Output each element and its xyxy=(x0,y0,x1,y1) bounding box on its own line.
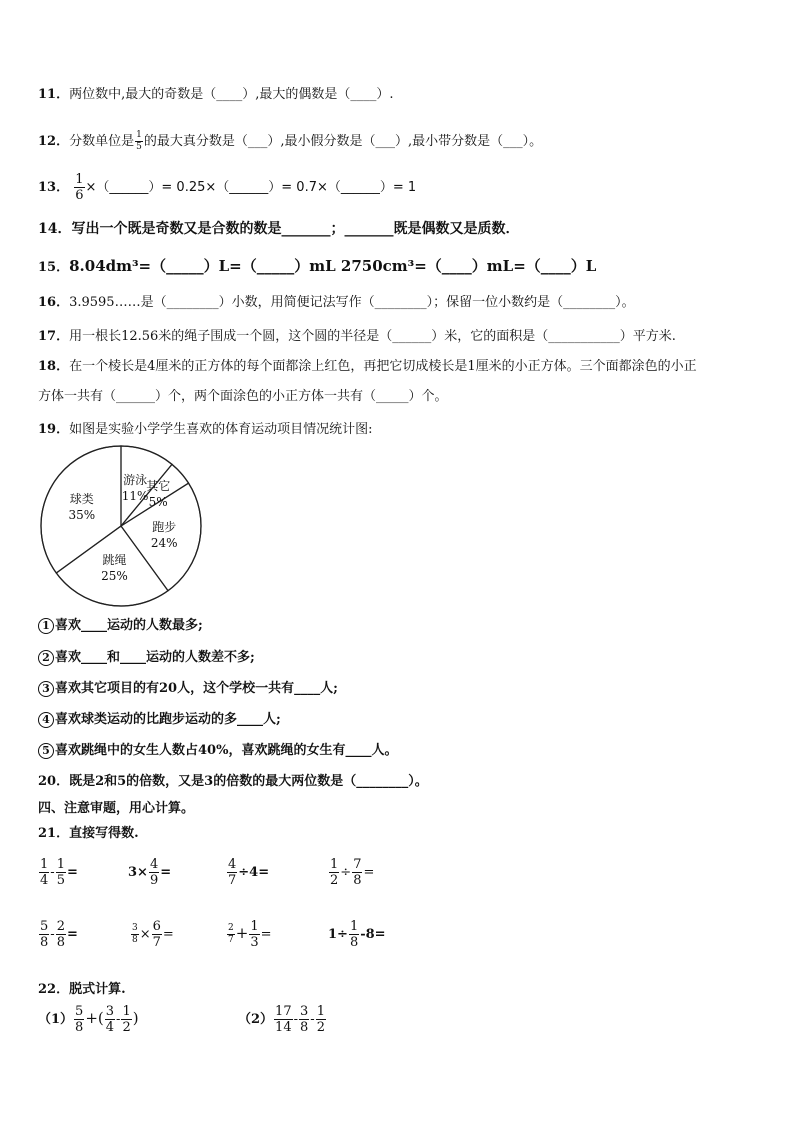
q19-sub-3 xyxy=(38,677,338,697)
question-13 xyxy=(38,173,416,202)
pie-slice-value: 35% xyxy=(68,508,96,523)
question-text: 方体一共有（______）个，两个面涂色的小正方体一共有（_____）个。 xyxy=(38,389,448,404)
question-number: 21． xyxy=(38,826,70,841)
question-text: 既是2和5的倍数，又是3的倍数的最大两位数是（________）。 xyxy=(69,774,428,789)
pie-slice-label: 其它 xyxy=(146,479,171,494)
fraction: $\frac{4}{7}$ xyxy=(228,857,237,888)
calc-item-h xyxy=(328,920,386,949)
circled-number: 3 xyxy=(38,681,54,697)
pie-slice-value: 11% xyxy=(121,488,149,503)
sub-question-text: 喜欢球类运动的比跑步运动的多____人; xyxy=(55,712,281,727)
fraction: $\frac{17}{14}$ xyxy=(275,1004,292,1035)
operator: + xyxy=(235,924,249,942)
circled-number: 2 xyxy=(38,650,54,666)
fraction: $\frac{1}{2}$ xyxy=(330,857,339,888)
fraction: $\frac{4}{9}$ xyxy=(149,857,159,888)
pie-slice-label: 跑步 xyxy=(152,520,177,535)
question-12 xyxy=(38,130,542,152)
question-14 xyxy=(38,218,519,238)
fraction: $\frac{3}{8}$ xyxy=(300,1004,309,1035)
operator: 1÷ xyxy=(328,927,348,942)
question-20 xyxy=(38,770,428,789)
question-text: 在一个棱长是4厘米的正方体的每个面都涂上红色，再把它切成棱长是1厘米的小正方体。三个面都涂色的小正 xyxy=(69,359,697,374)
operator: = xyxy=(260,927,272,942)
q19-sub-5 xyxy=(38,739,397,759)
question-15 xyxy=(38,255,596,276)
fraction: $\frac{1}{2}$ xyxy=(316,1004,325,1035)
question-11 xyxy=(38,83,394,102)
question-text: ×（______）= 0.25×（______）= 0.7×（______）= 1 xyxy=(85,180,417,195)
pie-slice-value: 24% xyxy=(150,536,178,551)
question-text: 写出一个既是奇数又是合数的数是_______；_______既是偶数又是质数． xyxy=(71,221,520,237)
item-label: （2） xyxy=(238,1012,274,1027)
pie-slice-label: 跳绳 xyxy=(102,553,127,568)
calc-item-f xyxy=(130,920,174,949)
q19-sub-1 xyxy=(38,614,203,634)
operator: -8= xyxy=(360,927,386,942)
question-number: 16． xyxy=(38,295,70,310)
question-text: 分数单位是 xyxy=(69,134,135,149)
question-text: 如图是实验小学学生喜欢的体育运动项目情况统计图: xyxy=(69,422,373,437)
question-text: 用一根长12.56米的绳子围成一个圆，这个圆的半径是（______）米，它的面积是（___________）平方米. xyxy=(69,329,676,344)
fraction: $\frac{5}{8}$ xyxy=(75,1004,84,1035)
calc-item-c xyxy=(226,858,269,887)
operator: - xyxy=(50,865,55,880)
calc-item-d xyxy=(328,858,374,887)
calc-item-e xyxy=(38,920,78,949)
question-17 xyxy=(38,325,676,344)
question-number: 19． xyxy=(38,422,70,437)
question-number: 20． xyxy=(38,774,70,789)
expr-item-1 xyxy=(38,1005,139,1034)
pie-slice-label: 球类 xyxy=(69,492,94,507)
operator: - xyxy=(116,1012,121,1027)
question-number: 17． xyxy=(38,329,70,344)
pie-slice-label: 游泳 xyxy=(123,472,148,487)
question-number: 14． xyxy=(38,221,72,237)
q19-sub-4 xyxy=(38,708,281,728)
operator: ÷4= xyxy=(238,865,270,880)
fraction: $\frac{1}{5}$ xyxy=(136,130,142,152)
fraction: $\frac{7}{8}$ xyxy=(353,857,362,888)
expr-item-2 xyxy=(238,1005,327,1034)
question-number: 22． xyxy=(38,982,70,997)
pie-slice-value: 5% xyxy=(148,495,168,510)
fraction: $\frac{2}{7}$ xyxy=(228,923,234,945)
question-18-cont xyxy=(38,385,448,404)
operator: - xyxy=(310,1012,315,1027)
q19-sub-2 xyxy=(38,646,255,666)
question-number: 18． xyxy=(38,359,70,374)
fraction: $\frac{5}{8}$ xyxy=(40,919,49,950)
sub-question-text: 喜欢____和____运动的人数差不多; xyxy=(55,650,255,665)
operator: = xyxy=(66,865,78,880)
operator: ) xyxy=(132,1009,139,1027)
circled-number: 4 xyxy=(38,712,54,728)
question-number: 13． xyxy=(38,180,70,195)
question-16 xyxy=(38,291,635,310)
question-text: 3.9595……是（________）小数，用简便记法写作（________）；保留一位小数约是（________）。 xyxy=(69,295,635,310)
fraction: $\frac{1}{2}$ xyxy=(122,1004,131,1035)
fraction: $\frac{1}{5}$ xyxy=(56,857,65,888)
operator: = xyxy=(162,927,174,942)
operator: = xyxy=(66,927,78,942)
operator: +( xyxy=(85,1009,104,1027)
operator: = xyxy=(160,865,172,880)
question-text: 脱式计算. xyxy=(69,982,126,997)
question-number: 11． xyxy=(38,87,70,102)
sub-question-text: 喜欢跳绳中的女生人数占40%，喜欢跳绳的女生有____人。 xyxy=(55,743,398,758)
fraction: $\frac{6}{7}$ xyxy=(152,919,161,950)
circled-number: 5 xyxy=(38,743,54,759)
operator: - xyxy=(293,1012,298,1027)
question-text: 两位数中,最大的奇数是（____）,最大的偶数是（____）. xyxy=(69,87,394,102)
question-22 xyxy=(38,978,126,997)
question-number: 12． xyxy=(38,134,70,149)
question-18 xyxy=(38,355,697,374)
question-19 xyxy=(38,418,372,437)
calc-item-a xyxy=(38,858,78,887)
fraction: $\frac{1}{8}$ xyxy=(349,919,359,950)
calc-item-b xyxy=(128,858,171,887)
question-text: 直接写得数. xyxy=(69,826,139,841)
circled-number: 1 xyxy=(38,618,54,634)
fraction: $\frac{3}{4}$ xyxy=(105,1004,115,1035)
calc-item-g xyxy=(226,920,272,949)
item-label: （1） xyxy=(38,1012,74,1027)
operator: = xyxy=(363,865,375,880)
fraction: $\frac{1}{3}$ xyxy=(250,919,259,950)
pie-slice-value: 25% xyxy=(101,569,128,584)
fraction: $\frac{2}{8}$ xyxy=(56,919,65,950)
fraction: $\frac{1}{4}$ xyxy=(40,857,49,888)
section-heading: 四、注意审题，用心计算。 xyxy=(38,801,195,816)
sub-question-text: 喜欢____运动的人数最多; xyxy=(55,618,203,633)
question-text: 8.04dm³=（_____）L=（_____）mL 2750cm³=（____）mL=（____）L xyxy=(69,257,597,275)
question-21 xyxy=(38,822,139,841)
fraction: $\frac{1}{6}$ xyxy=(75,172,84,203)
question-text: 的最大真分数是（___）,最小假分数是（___）,最小带分数是（___）。 xyxy=(143,134,543,149)
sub-question-text: 喜欢其它项目的有20人，这个学校一共有____人; xyxy=(55,681,338,696)
operator: 3× xyxy=(128,865,148,880)
operator: × xyxy=(139,927,151,942)
pie-chart xyxy=(34,440,214,610)
fraction: $\frac{3}{8}$ xyxy=(132,923,138,945)
operator: ÷ xyxy=(340,865,352,880)
operator: - xyxy=(50,927,55,942)
question-number: 15． xyxy=(38,260,70,275)
